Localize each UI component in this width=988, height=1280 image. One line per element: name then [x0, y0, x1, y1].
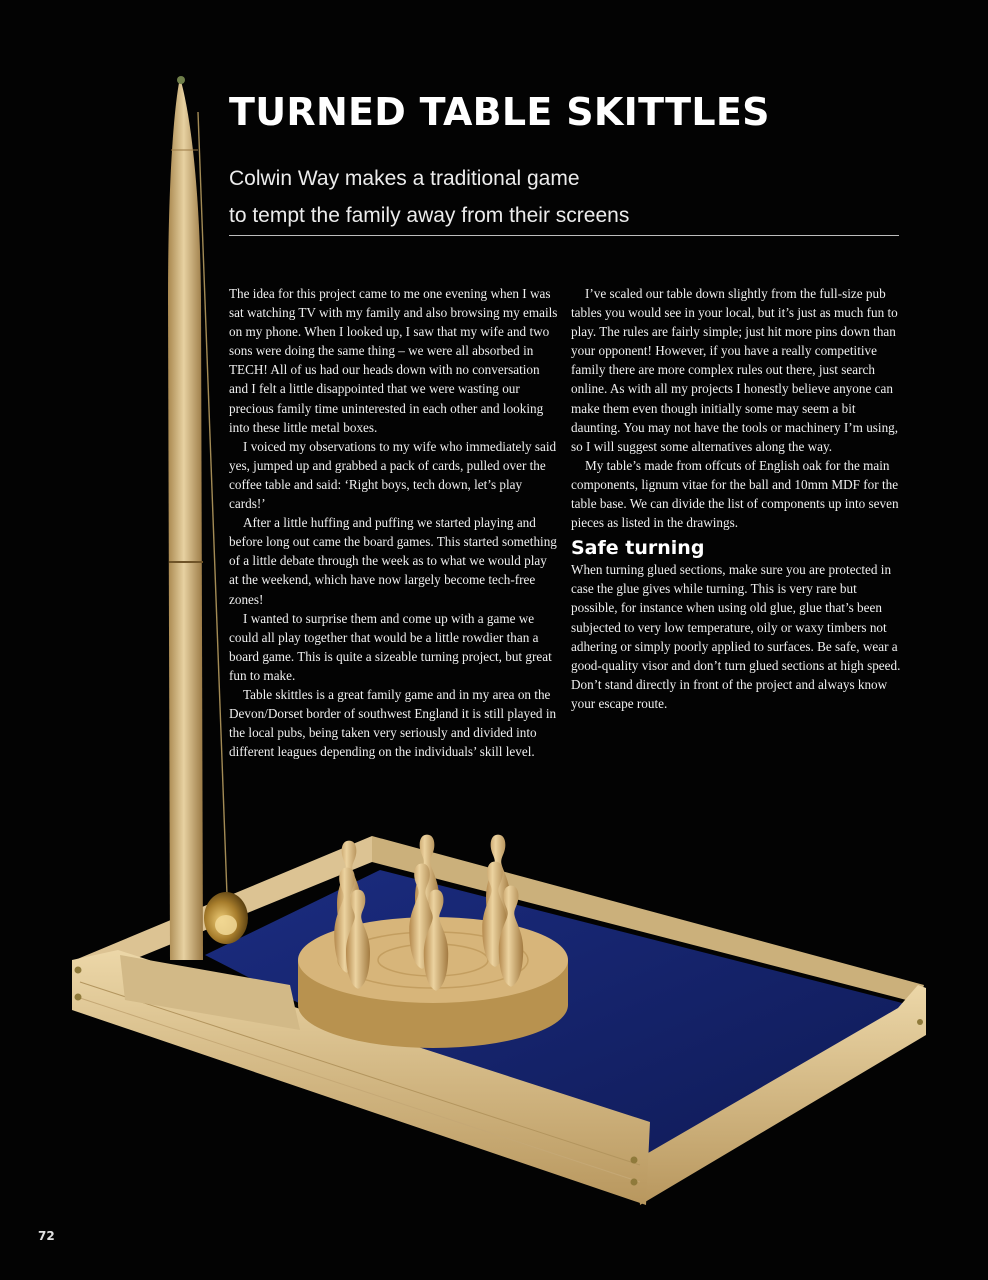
title-divider	[229, 235, 899, 236]
body-paragraph: Table skittles is a great family game and in my area on the Devon/Dorset border of southwest England it is still played in the local pubs, being taken very seriously and divided into different leagues depending on the individuals’ skill level.	[229, 686, 557, 760]
body-column-right	[571, 284, 901, 713]
body-paragraph: After a little huffing and puffing we started playing and before long out came the board games. This started something of a little debate through the week as to what we would play at the weekend, which have now largely become tech-free zones!	[229, 515, 557, 607]
swing-mast	[168, 78, 203, 960]
screw-icon	[75, 994, 82, 1001]
body-paragraph: I voiced my observations to my wife who immediately said yes, jumped up and grabbed a pack of cards, pulled over the coffee table and said: ‘Right boys, tech down, let’s play cards!’	[229, 438, 557, 512]
body-paragraph: I wanted to surprise them and come up with a game we could all play together that would be a little rowdier than a board game. This is quite a sizeable turning project, but great fun to make.	[229, 610, 552, 683]
article-title: TURNED TABLE SKITTLES	[229, 90, 770, 134]
page-number: 72	[38, 1229, 55, 1243]
standfirst-line: to tempt the family away from their screens	[229, 204, 630, 227]
body-paragraph: My table’s made from offcuts of English oak for the main components, lignum vitae for the ball and 10mm MDF for the table base. We can divide the list of components up into seven pieces as listed in the drawings.	[571, 457, 899, 531]
body-paragraph: I’ve scaled our table down slightly from the full-size pub tables you would see in your local, but it’s just as much fun to play. The rules are fairly simple; just hit more pins down than your opponent! However, if you have a really competitive family there are more complex rules out there, just search online. As with all my projects I honestly believe anyone can make them even though initially some may seem a bit daunting. You may not have the tools or machinery I’m using, so I will suggest some alternatives along the way.	[571, 286, 899, 454]
screw-icon	[917, 1019, 923, 1025]
screw-icon	[631, 1179, 638, 1186]
safe-turning-paragraph: When turning glued sections, make sure you are protected in case the glue gives while turning. This is very rare but possible, for instance when using old glue, glue that’s been subjected to very low temperature, oily or waxy timbers not adhering or simply poorly applied to surfaces. Be safe, wear a good-quality visor and don’t turn glued sections at high speed. Don’t stand directly in front of the project and always know your escape route.	[571, 562, 901, 711]
body-paragraph: The idea for this project came to me one evening when I was sat watching TV with my family and also browsing my emails on my phone. When I looked up, I saw that my wife and two sons were doing the same thing – we were all absorbed in TECH! All of us had our heads down with no conversation and I felt a little disappointed that we were wasting our precious family time uninterested in each other and looking into these little metal boxes.	[229, 286, 558, 435]
safe-turning-heading: Safe turning	[571, 537, 705, 560]
standfirst	[229, 160, 889, 234]
standfirst-line: Colwin Way makes a traditional game	[229, 167, 580, 190]
screw-icon	[631, 1157, 638, 1164]
screw-icon	[75, 967, 82, 974]
body-column-left	[229, 284, 559, 761]
